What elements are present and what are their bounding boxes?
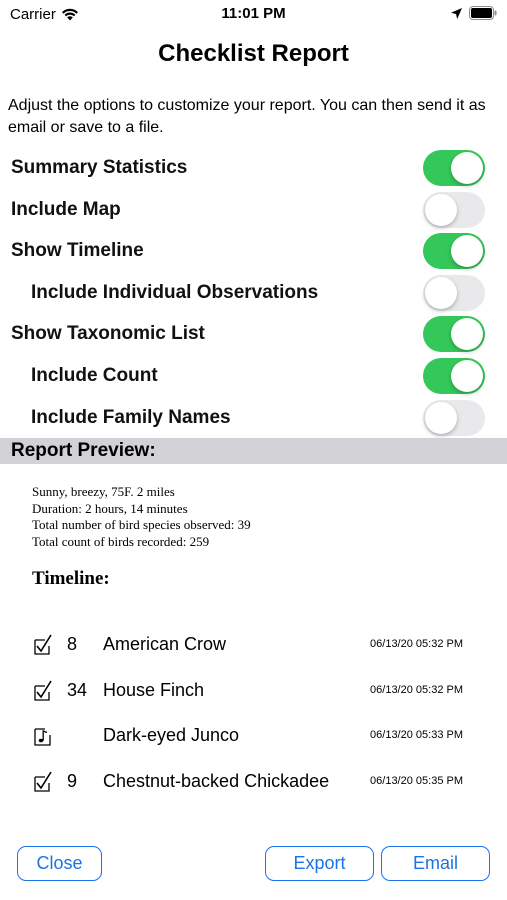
summary-line: Total count of birds recorded: 259 [32, 533, 210, 549]
toggle-knob [451, 152, 483, 184]
report-preview-title: Report Preview: [11, 440, 156, 461]
page-title: Checklist Report [158, 40, 349, 67]
status-time: 11:01 PM [221, 5, 286, 22]
option-label: Include Family Names [31, 406, 231, 428]
report-preview[interactable] [0, 464, 507, 820]
status-bar [0, 0, 507, 30]
observation-count: 8 [67, 634, 78, 654]
observation-species: Dark-eyed Junco [103, 725, 240, 745]
export-button[interactable]: Export [265, 846, 374, 881]
bottom-toolbar [0, 820, 507, 900]
carrier-label: Carrier [10, 6, 56, 23]
toggle-summary-statistics[interactable] [423, 150, 485, 186]
summary-line: Duration: 2 hours, 14 minutes [32, 500, 188, 516]
summary-line: Total number of bird species observed: 39 [32, 517, 251, 532]
option-row-include-family-names [0, 398, 507, 438]
description-text: Adjust the options to customize your report. You can then send it as email or save to a file. [8, 97, 486, 136]
option-label: Show Taxonomic List [11, 323, 205, 345]
option-label: Include Individual Observations [31, 281, 319, 303]
option-row-include-map [0, 190, 507, 230]
option-label: Include Map [11, 198, 121, 220]
location-arrow-icon [450, 7, 463, 20]
option-row-include-individual-observations [0, 273, 507, 313]
toggle-knob [451, 360, 483, 392]
checkbox-checked-icon [33, 680, 53, 702]
option-row-include-count [0, 356, 507, 396]
close-button[interactable]: Close [17, 846, 102, 881]
observation-timestamp: 06/13/20 05:35 PM [370, 774, 463, 787]
option-label: Include Count [31, 365, 158, 386]
report-preview-header [0, 438, 507, 464]
observation-count: 9 [67, 770, 78, 791]
toggle-include-individual-observations[interactable] [423, 275, 485, 311]
toggle-knob [425, 194, 457, 226]
option-label: Summary Statistics [11, 157, 188, 178]
observation-species: American Crow [103, 634, 227, 654]
summary-line: Sunny, breezy, 75F. 2 miles [32, 484, 175, 499]
toggle-knob [451, 318, 483, 350]
observation-row [0, 721, 507, 751]
toggle-include-map[interactable] [423, 192, 485, 228]
toggle-knob [451, 235, 483, 267]
toggle-include-family-names[interactable] [423, 400, 485, 436]
music-note-icon [33, 725, 53, 747]
battery-icon [469, 6, 497, 20]
observation-row [0, 630, 507, 660]
observation-species: House Finch [103, 679, 205, 700]
summary-statistics [32, 484, 251, 550]
observation-count: 34 [67, 679, 88, 700]
observation-timestamp: 06/13/20 05:32 PM [370, 683, 463, 696]
option-label: Show Timeline [11, 240, 144, 262]
toggle-include-count[interactable] [423, 358, 485, 394]
observation-timestamp: 06/13/20 05:32 PM [370, 638, 463, 650]
option-row-show-timeline [0, 231, 507, 271]
option-row-show-taxonomic-list [0, 314, 507, 354]
observation-timestamp: 06/13/20 05:33 PM [370, 729, 463, 741]
toggle-show-timeline[interactable] [423, 233, 485, 269]
checkbox-checked-icon [33, 634, 53, 656]
observation-species: Chestnut-backed Chickadee [103, 770, 330, 791]
observation-row [0, 676, 507, 706]
toggle-knob [425, 402, 457, 434]
status-right [450, 6, 497, 20]
timeline-heading: Timeline: [32, 568, 110, 589]
toggle-show-taxonomic-list[interactable] [423, 316, 485, 352]
observation-row [0, 767, 507, 797]
option-row-summary-statistics [0, 148, 507, 188]
toggle-knob [425, 277, 457, 309]
checkbox-checked-icon [33, 771, 53, 793]
email-button[interactable]: Email [381, 846, 490, 881]
